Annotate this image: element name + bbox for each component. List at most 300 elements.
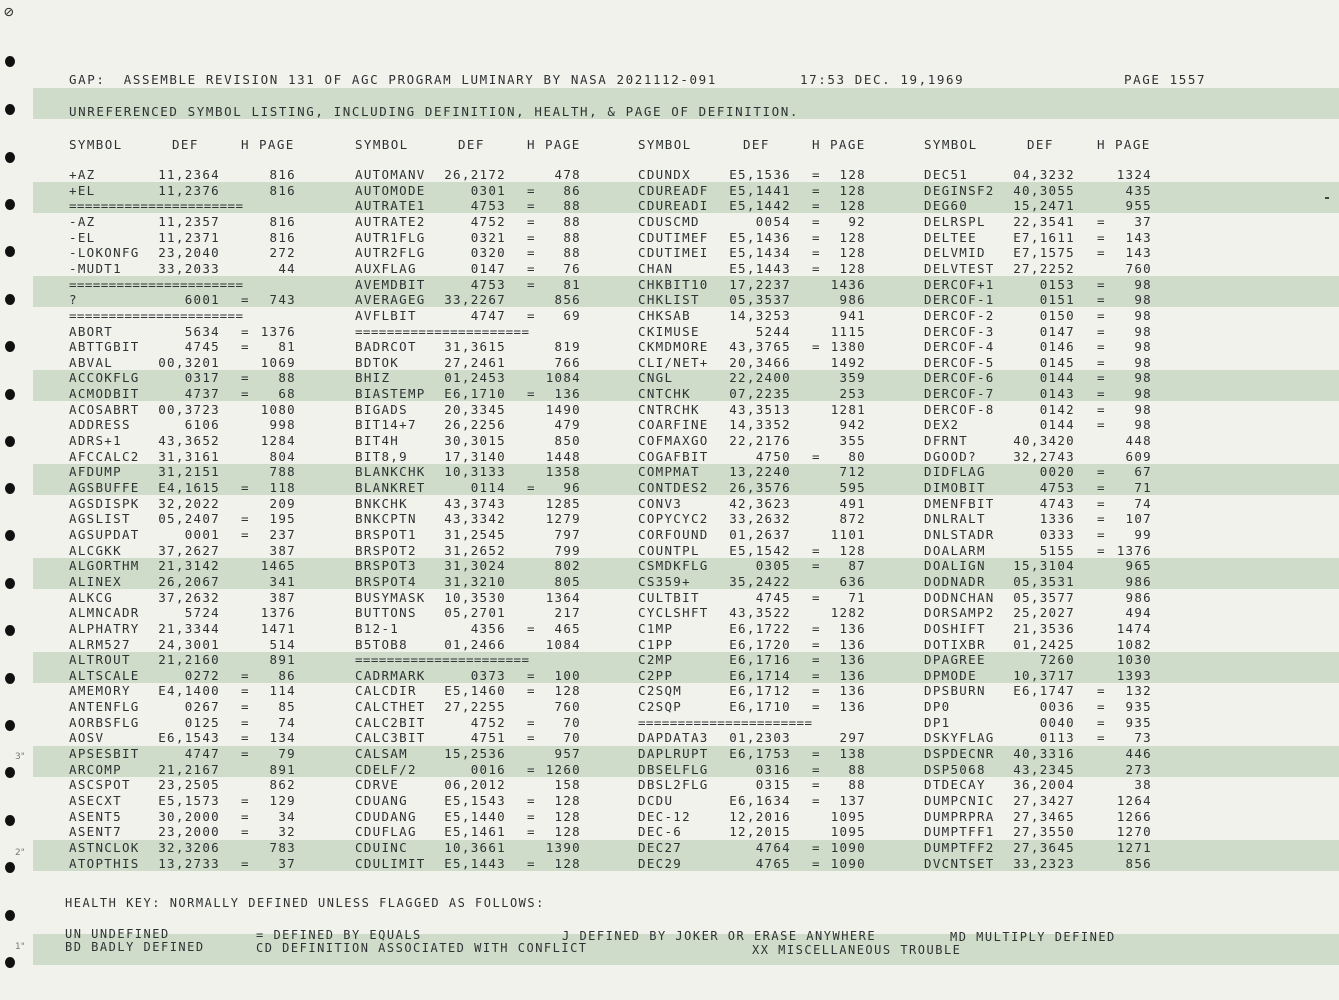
symbol-page: 1090 [830,840,866,855]
symbol-page: 478 [554,167,581,182]
symbol-def: 0373 [470,668,506,683]
symbol-name: BRSPOT4 [355,574,417,589]
symbol-name: BDTOK [355,355,400,370]
symbol-def: 04,3232 [1013,167,1075,182]
symbol-name: ACMODBIT [69,386,140,401]
symbol-def: E6,1710 [729,699,791,714]
symbol-page: 935 [1125,699,1152,714]
feed-hole [5,530,15,541]
symbol-health: = [812,652,821,667]
symbol-name: DP1 [924,715,951,730]
health-key-equals: = DEFINED BY EQUALS [256,928,422,942]
symbol-page: 114 [269,683,296,698]
symbol-name: DVCNTSET [924,856,995,871]
symbol-health: = [241,511,250,526]
symbol-name: DNLRALT [924,511,986,526]
symbol-def: 20,3345 [444,402,506,417]
symbol-header: SYMBOL [924,137,978,152]
symbol-def: E5,1573 [158,793,220,808]
symbol-page: 998 [269,417,296,432]
symbol-page: 99 [1134,527,1152,542]
symbol-name: COARFINE [638,417,709,432]
symbol-page: 88 [278,370,296,385]
symbol-page: 136 [839,637,866,652]
symbol-page: 1090 [830,856,866,871]
symbol-health: = [812,198,821,213]
symbol-health: = [241,809,250,824]
feed-hole [5,862,15,873]
symbol-name: CDUSCMD [638,214,700,229]
symbol-name: DERCOF+1 [924,277,995,292]
symbol-def: 17,2237 [729,277,791,292]
symbol-def: E7,1575 [1013,245,1075,260]
symbol-name: C2SQM [638,683,683,698]
symbol-def: 30,3015 [444,433,506,448]
symbol-name: CDUANG [355,793,408,808]
symbol-health: = [527,261,536,276]
symbol-name: C2MP [638,652,674,667]
symbol-name: C1PP [638,637,674,652]
symbol-def: 0145 [1039,355,1075,370]
symbol-health: = [1097,715,1106,730]
symbol-health: = [812,621,821,636]
symbol-page: 92 [848,214,866,229]
symbol-page: 137 [839,793,866,808]
symbol-page: 1279 [545,511,581,526]
feed-hole [5,578,15,589]
symbol-def: 05,2407 [158,511,220,526]
symbol-def: 27,2461 [444,355,506,370]
symbol-page: 86 [563,183,581,198]
symbol-name: ALPHATRY [69,621,140,636]
symbol-name: CALC2BIT [355,715,426,730]
symbol-page: 465 [554,621,581,636]
symbol-name: CDELF/2 [355,762,417,777]
symbol-name: DMENFBIT [924,496,995,511]
symbol-def: 10,3717 [1013,668,1075,683]
symbol-def: 0272 [184,668,220,683]
symbol-page: 1084 [545,370,581,385]
symbol-page: 850 [554,433,581,448]
symbol-page: 38 [1134,777,1152,792]
symbol-def: E6,1747 [1013,683,1075,698]
symbol-page: 760 [1125,261,1152,276]
separator-row: ====================== [355,324,530,339]
symbol-health: = [527,762,536,777]
symbol-def: 00,3201 [158,355,220,370]
symbol-def: 0114 [470,480,506,495]
symbol-name: ALGORTHM [69,558,140,573]
edge-mark [1325,197,1329,199]
symbol-name: DERCOF-2 [924,308,995,323]
symbol-page: 1285 [545,496,581,511]
symbol-def: 21,2167 [158,762,220,777]
symbol-health: = [241,339,250,354]
symbol-def: E5,1441 [729,183,791,198]
symbol-page: 98 [1134,355,1152,370]
symbol-def: 0054 [755,214,791,229]
feed-hole [5,625,15,636]
symbol-name: DODNCHAN [924,590,995,605]
symbol-page: 448 [1125,433,1152,448]
symbol-name: CHAN [638,261,674,276]
feed-hole [5,436,15,447]
symbol-def: 0321 [470,230,506,245]
symbol-name: BRSPOT2 [355,543,417,558]
symbol-name: AGSLIST [69,511,131,526]
symbol-def: E6,1543 [158,730,220,745]
symbol-page: 98 [1134,386,1152,401]
symbol-page: 387 [269,543,296,558]
symbol-name: AUXFLAG [355,261,417,276]
symbol-health: = [812,668,821,683]
symbol-def: 0016 [470,762,506,777]
symbol-page: 802 [554,558,581,573]
symbol-name: DBSELFLG [638,762,709,777]
symbol-def: E5,1542 [729,543,791,558]
symbol-health: = [1097,730,1106,745]
symbol-name: ATOPTHIS [69,856,140,871]
symbol-page: 253 [839,386,866,401]
symbol-health: = [527,824,536,839]
symbol-page: 957 [554,746,581,761]
symbol-def: 11,2357 [158,214,220,229]
symbol-name: ASTNCLOK [69,840,140,855]
symbol-name: DTDECAY [924,777,986,792]
symbol-def: 05,3577 [1013,590,1075,605]
symbol-page: 1284 [260,433,296,448]
symbol-name: CHKLIST [638,292,700,307]
symbol-def: 13,2240 [729,464,791,479]
symbol-name: DERCOF-8 [924,402,995,417]
symbol-page: 1393 [1116,668,1152,683]
listing-title: UNREFERENCED SYMBOL LISTING, INCLUDING DEFINITION, HEALTH, & PAGE OF DEFINITION. [69,104,800,119]
symbol-health: = [241,668,250,683]
symbol-def: 4737 [184,386,220,401]
symbol-def: E6,1712 [729,683,791,698]
symbol-def: 4745 [755,590,791,605]
symbol-def: 0147 [1039,324,1075,339]
feed-hole [5,294,15,305]
symbol-name: DCDU [638,793,674,808]
symbol-def: 0036 [1039,699,1075,714]
symbol-page: 1490 [545,402,581,417]
symbol-name: DELTEE [924,230,977,245]
symbol-page: 71 [848,590,866,605]
symbol-def: 5155 [1039,543,1075,558]
symbol-def: 0315 [755,777,791,792]
symbol-def: 4753 [470,198,506,213]
symbol-def: E5,1434 [729,245,791,260]
symbol-def: E5,1543 [444,793,506,808]
symbol-health: = [527,277,536,292]
symbol-health: = [527,214,536,229]
symbol-health: = [1097,386,1106,401]
symbol-page: 872 [839,511,866,526]
symbol-page: 68 [278,386,296,401]
symbol-health: = [1097,370,1106,385]
symbol-def: 43,3522 [729,605,791,620]
symbol-health: = [1097,543,1106,558]
symbol-def: 6001 [184,292,220,307]
symbol-page: 712 [839,464,866,479]
symbol-def: E5,1460 [444,683,506,698]
symbol-page: 85 [278,699,296,714]
symbol-def: 1336 [1039,511,1075,526]
symbol-health: = [812,558,821,573]
symbol-name: ALTROUT [69,652,131,667]
symbol-def: 27,2252 [1013,261,1075,276]
symbol-page: 273 [1125,762,1152,777]
symbol-name: CHKSAB [638,308,691,323]
symbol-name: ALKCG [69,590,114,605]
symbol-health: = [527,621,536,636]
symbol-def: E6,1753 [729,746,791,761]
symbol-page: 1266 [1116,809,1152,824]
symbol-name: DPMODE [924,668,977,683]
symbol-name: ABORT [69,324,114,339]
symbol-name: CADRMARK [355,668,426,683]
symbol-name: CDULIMIT [355,856,426,871]
symbol-def: 0147 [470,261,506,276]
symbol-name: AGSBUFFE [69,480,140,495]
symbol-def: E6,1722 [729,621,791,636]
symbol-page: 143 [1125,230,1152,245]
symbol-name: DELRSPL [924,214,986,229]
symbol-page: 965 [1125,558,1152,573]
feed-hole [5,815,15,826]
symbol-name: BNKCPTN [355,511,417,526]
symbol-page: 143 [1125,245,1152,260]
symbol-health: = [1097,402,1106,417]
symbol-page: 1376 [260,605,296,620]
symbol-header: SYMBOL [638,137,692,152]
symbol-page: 138 [839,746,866,761]
symbol-name: ADDRESS [69,417,131,432]
symbol-def: 5244 [755,324,791,339]
symbol-page: 856 [554,292,581,307]
symbol-def: 0113 [1039,730,1075,745]
symbol-health: = [241,324,250,339]
separator-row: ====================== [355,652,530,667]
symbol-def: 7260 [1039,652,1075,667]
symbol-def: 33,2632 [729,511,791,526]
symbol-def: 01,2466 [444,637,506,652]
symbol-health: = [812,856,821,871]
symbol-def: 22,2176 [729,433,791,448]
symbol-page: 1390 [545,840,581,855]
symbol-name: COMPMAT [638,464,700,479]
symbol-name: AVFLBIT [355,308,417,323]
symbol-health: = [1097,230,1106,245]
symbol-def: E6,1720 [729,637,791,652]
symbol-page: 88 [563,230,581,245]
symbol-page: 76 [563,261,581,276]
symbol-health: = [1097,464,1106,479]
symbol-def: 27,3550 [1013,824,1075,839]
print-timestamp: 17:53 DEC. 19,1969 [800,72,965,87]
symbol-name: CALCTHET [355,699,426,714]
symbol-def: 05,3531 [1013,574,1075,589]
symbol-page: 1358 [545,464,581,479]
symbol-def: 27,3427 [1013,793,1075,808]
symbol-health: = [527,683,536,698]
symbol-def: 11,2364 [158,167,220,182]
symbol-page: 209 [269,496,296,511]
symbol-name: CDUFLAG [355,824,417,839]
symbol-page: 816 [269,214,296,229]
symbol-name: BRSPOT1 [355,527,417,542]
symbol-def: 0001 [184,527,220,542]
symbol-header: SYMBOL [355,137,409,152]
feed-hole [5,483,15,494]
symbol-name: DP0 [924,699,951,714]
symbol-health: = [812,590,821,605]
symbol-name: COPYCYC2 [638,511,709,526]
symbol-name: CNTCHK [638,386,691,401]
symbol-name: DOALARM [924,543,986,558]
symbol-page: 1364 [545,590,581,605]
symbol-name: +AZ [69,167,96,182]
symbol-def: 07,2235 [729,386,791,401]
symbol-page: 88 [848,762,866,777]
symbol-page: 70 [563,730,581,745]
symbol-health: = [1097,292,1106,307]
symbol-def: 43,3513 [729,402,791,417]
symbol-name: AUTOMODE [355,183,426,198]
symbol-def: 33,2267 [444,292,506,307]
symbol-page: 355 [839,433,866,448]
symbol-page: 986 [1125,574,1152,589]
symbol-header: SYMBOL [69,137,123,152]
symbol-page: 799 [554,543,581,558]
symbol-health: = [812,230,821,245]
symbol-def: 4753 [1039,480,1075,495]
symbol-page: 1380 [830,339,866,354]
separator-row: ====================== [69,198,244,213]
symbol-def: 15,2536 [444,746,506,761]
symbol-def: 01,2425 [1013,637,1075,652]
separator-row: ====================== [69,308,244,323]
symbol-def: 31,3161 [158,449,220,464]
symbol-health: = [1097,324,1106,339]
health-key-xx: XX MISCELLANEOUS TROUBLE [752,943,962,957]
symbol-health: = [812,699,821,714]
symbol-name: BIT4H [355,433,400,448]
symbol-def: 24,3001 [158,637,220,652]
symbol-page: 819 [554,339,581,354]
symbol-health: = [812,840,821,855]
symbol-page: 783 [269,840,296,855]
symbol-page: 1376 [260,324,296,339]
symbol-name: DODNADR [924,574,986,589]
symbol-page: 1084 [545,637,581,652]
symbol-page: 941 [839,308,866,323]
symbol-def: 43,3743 [444,496,506,511]
symbol-health: = [241,715,250,730]
health-key-j: J DEFINED BY JOKER OR ERASE ANYWHERE [562,929,877,943]
symbol-name: CDUREADI [638,198,709,213]
symbol-name: AGSUPDAT [69,527,140,542]
symbol-def: 4743 [1039,496,1075,511]
health-key-un: UN UNDEFINED [65,927,170,941]
symbol-page: 88 [563,245,581,260]
symbol-name: AUTOMANV [355,167,426,182]
symbol-def: 33,2323 [1013,856,1075,871]
symbol-name: DEX2 [924,417,960,432]
symbol-name: C2PP [638,668,674,683]
symbol-def: 06,2012 [444,777,506,792]
feed-hole [5,246,15,257]
symbol-def: 31,2151 [158,464,220,479]
symbol-page: 81 [278,339,296,354]
symbol-def: 0143 [1039,386,1075,401]
symbol-def: 31,2545 [444,527,506,542]
symbol-def: 4751 [470,730,506,745]
symbol-name: CDUTIMEF [638,230,709,245]
symbol-name: DELVTEST [924,261,995,276]
symbol-page: 86 [278,668,296,683]
symbol-name: DERCOF-7 [924,386,995,401]
symbol-name: CDUTIMEI [638,245,709,260]
symbol-def: 0144 [1039,370,1075,385]
symbol-name: CKMDMORE [638,339,709,354]
symbol-page: 297 [839,730,866,745]
symbol-def: 15,2471 [1013,198,1075,213]
symbol-page: 81 [563,277,581,292]
margin-ruler-3in: 3" [15,752,25,762]
page-number: PAGE 1557 [1124,72,1207,87]
symbol-name: AMEMORY [69,683,131,698]
symbol-name: B5TOB8 [355,637,408,652]
symbol-page: 98 [1134,292,1152,307]
symbol-def: 25,2027 [1013,605,1075,620]
symbol-page: 341 [269,574,296,589]
symbol-def: 0320 [470,245,506,260]
symbol-name: DERCOF-1 [924,292,995,307]
symbol-name: BIT14+7 [355,417,417,432]
symbol-page: 98 [1134,324,1152,339]
health-key-md: MD MULTIPLY DEFINED [950,930,1116,944]
symbol-health: = [1097,214,1106,229]
symbol-page: 128 [839,167,866,182]
symbol-name: CLI/NET+ [638,355,709,370]
symbol-health: = [241,746,250,761]
symbol-page: 118 [269,480,296,495]
symbol-def: 15,3104 [1013,558,1075,573]
symbol-name: COFMAXGO [638,433,709,448]
symbol-name: BIT8,9 [355,449,408,464]
symbol-page: 1448 [545,449,581,464]
feed-hole [5,152,15,163]
symbol-page: 1260 [545,762,581,777]
symbol-def: 4752 [470,214,506,229]
symbol-name: CALC3BIT [355,730,426,745]
symbol-page: 1324 [1116,167,1152,182]
symbol-name: DUMPCNIC [924,793,995,808]
symbol-name: DEC29 [638,856,683,871]
symbol-health: = [241,370,250,385]
symbol-page: 87 [848,558,866,573]
symbol-def: 12,2016 [729,809,791,824]
health-header: H [241,137,250,152]
symbol-def: 5724 [184,605,220,620]
symbol-def: 21,2160 [158,652,220,667]
symbol-name: AUTR1FLG [355,230,426,245]
symbol-def: 37,2627 [158,543,220,558]
symbol-name: DOSHIFT [924,621,986,636]
symbol-name: ARCOMP [69,762,122,777]
